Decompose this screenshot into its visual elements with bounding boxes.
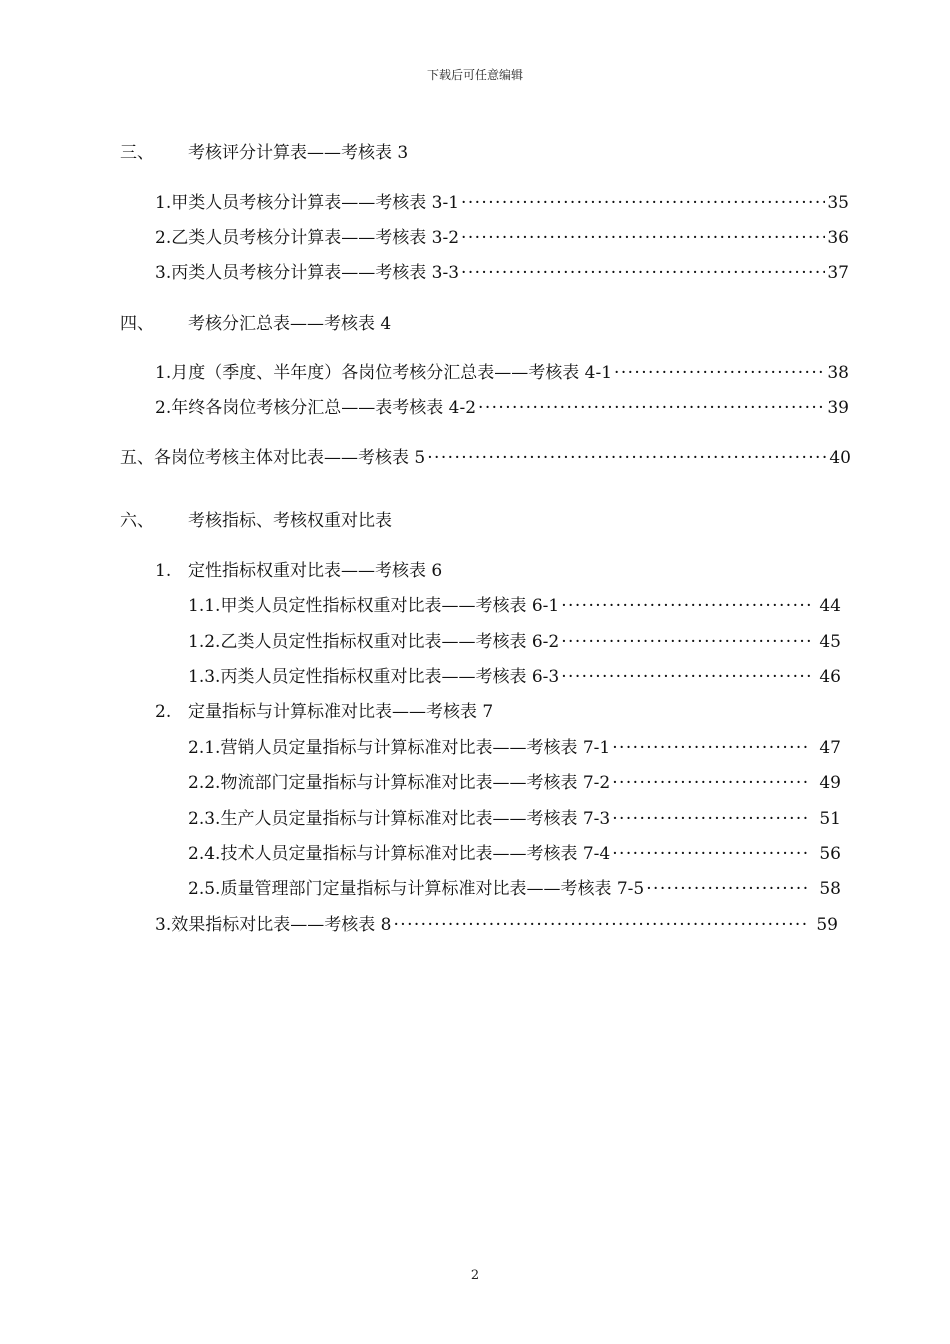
toc-entry-title: 甲类人员定性指标权重对比表——考核表 6-1 (220, 596, 560, 616)
toc-entry-number: 1. (155, 561, 172, 581)
toc-entry-number: 2.4. (188, 844, 221, 864)
toc-entry-title: 乙类人员定性指标权重对比表——考核表 6-2 (220, 632, 560, 652)
toc-entry (155, 191, 849, 215)
toc-entry-page: 47 (819, 738, 841, 758)
toc-entry-page: 46 (819, 667, 841, 687)
toc-entry-number: 1.1. (188, 596, 221, 616)
toc-entry-page: 58 (819, 879, 841, 899)
toc-entry-page: 40 (829, 448, 851, 468)
toc-entry-page: 51 (819, 809, 841, 829)
toc-entry (188, 630, 841, 654)
toc-entry-page: 44 (819, 596, 841, 616)
toc-entry-number: 四、 (120, 314, 154, 334)
dot-leader (614, 361, 825, 385)
toc-entry-title: 甲类人员考核分计算表——考核表 3-1 (171, 193, 460, 213)
toc-entry-title: 定量指标与计算标准对比表——考核表 7 (188, 702, 494, 722)
dot-leader (561, 665, 811, 689)
toc-entry-title: 考核评分计算表——考核表 3 (188, 143, 409, 163)
toc-entry-number: 1. (155, 193, 172, 213)
dot-leader (461, 261, 825, 285)
dot-leader (478, 396, 825, 420)
toc-entry-number: 2. (155, 702, 172, 722)
toc-entry-page: 36 (827, 228, 849, 248)
toc-entry-title: 丙类人员定性指标权重对比表——考核表 6-3 (220, 667, 560, 687)
toc-entry-number: 3. (155, 263, 172, 283)
dot-leader (561, 630, 811, 654)
dot-leader (612, 807, 811, 831)
toc-entry (120, 446, 851, 470)
toc-entry-number: 六、 (120, 511, 154, 531)
dot-leader (612, 736, 811, 760)
toc-entry-number: 1.2. (188, 632, 221, 652)
toc-entry-page: 38 (827, 363, 849, 383)
toc-entry-title: 月度（季度、半年度）各岗位考核分汇总表——考核表 4-1 (171, 363, 613, 383)
toc-entry-number: 三、 (120, 143, 154, 163)
toc-entry (155, 226, 849, 250)
page-header: 下载后可任意编辑 (426, 68, 523, 82)
toc-entry-title: 生产人员定量指标与计算标准对比表——考核表 7-3 (220, 809, 611, 829)
toc-entry (188, 665, 841, 689)
page-number: 2 (470, 1268, 480, 1283)
toc-entry-title: 考核指标、考核权重对比表 (188, 511, 392, 531)
toc-entry-number: 五、 (120, 448, 154, 468)
toc-entry-number: 1. (155, 363, 172, 383)
toc-entry (155, 559, 835, 583)
toc-entry (155, 261, 849, 285)
toc-entry-title: 技术人员定量指标与计算标准对比表——考核表 7-4 (220, 844, 611, 864)
toc-entry (188, 771, 841, 795)
toc-entry-title: 考核分汇总表——考核表 4 (188, 314, 392, 334)
dot-leader (461, 226, 825, 250)
toc-entry-number: 2.5. (188, 879, 221, 899)
toc-entry (155, 700, 835, 724)
toc-entry-page: 49 (819, 773, 841, 793)
toc-entry-page: 45 (819, 632, 841, 652)
dot-leader (461, 191, 825, 215)
toc-entry-title: 物流部门定量指标与计算标准对比表——考核表 7-2 (220, 773, 611, 793)
dot-leader (393, 913, 808, 937)
toc-entry-title: 丙类人员考核分计算表——考核表 3-3 (171, 263, 460, 283)
toc-entry-title: 年终各岗位考核分汇总——表考核表 4-2 (171, 398, 477, 418)
dot-leader (561, 594, 811, 618)
dot-leader (427, 446, 827, 470)
toc-entry-number: 2. (155, 398, 172, 418)
toc-entry-number: 2. (155, 228, 172, 248)
toc-entry (120, 312, 840, 336)
toc-entry-page: 39 (827, 398, 849, 418)
toc-entry (120, 141, 840, 165)
toc-entry (155, 913, 838, 937)
toc-entry-title: 定性指标权重对比表——考核表 6 (188, 561, 443, 581)
toc-entry (188, 807, 841, 831)
toc-entry-number: 2.1. (188, 738, 221, 758)
toc-entry-number: 2.3. (188, 809, 221, 829)
toc-entry-page: 56 (819, 844, 841, 864)
toc-entry (120, 509, 840, 533)
dot-leader (646, 877, 811, 901)
toc-entry-title: 质量管理部门定量指标与计算标准对比表——考核表 7-5 (220, 879, 645, 899)
toc-entry-title: 效果指标对比表——考核表 8 (171, 915, 392, 935)
toc-entry (188, 736, 841, 760)
toc-entry-page: 35 (827, 193, 849, 213)
toc-entry-title: 营销人员定量指标与计算标准对比表——考核表 7-1 (220, 738, 611, 758)
toc-entry-number: 3. (155, 915, 172, 935)
dot-leader (612, 842, 811, 866)
toc-entry (155, 361, 849, 385)
toc-entry-title: 各岗位考核主体对比表——考核表 5 (154, 448, 426, 468)
toc-entry-number: 1.3. (188, 667, 221, 687)
toc-entry (188, 594, 841, 618)
toc-entry-number: 2.2. (188, 773, 221, 793)
dot-leader (612, 771, 811, 795)
toc-entry (188, 877, 841, 901)
toc-entry-page: 37 (827, 263, 849, 283)
toc-entry-page: 59 (816, 915, 838, 935)
toc-entry (155, 396, 849, 420)
toc-entry-title: 乙类人员考核分计算表——考核表 3-2 (171, 228, 460, 248)
toc-entry (188, 842, 841, 866)
